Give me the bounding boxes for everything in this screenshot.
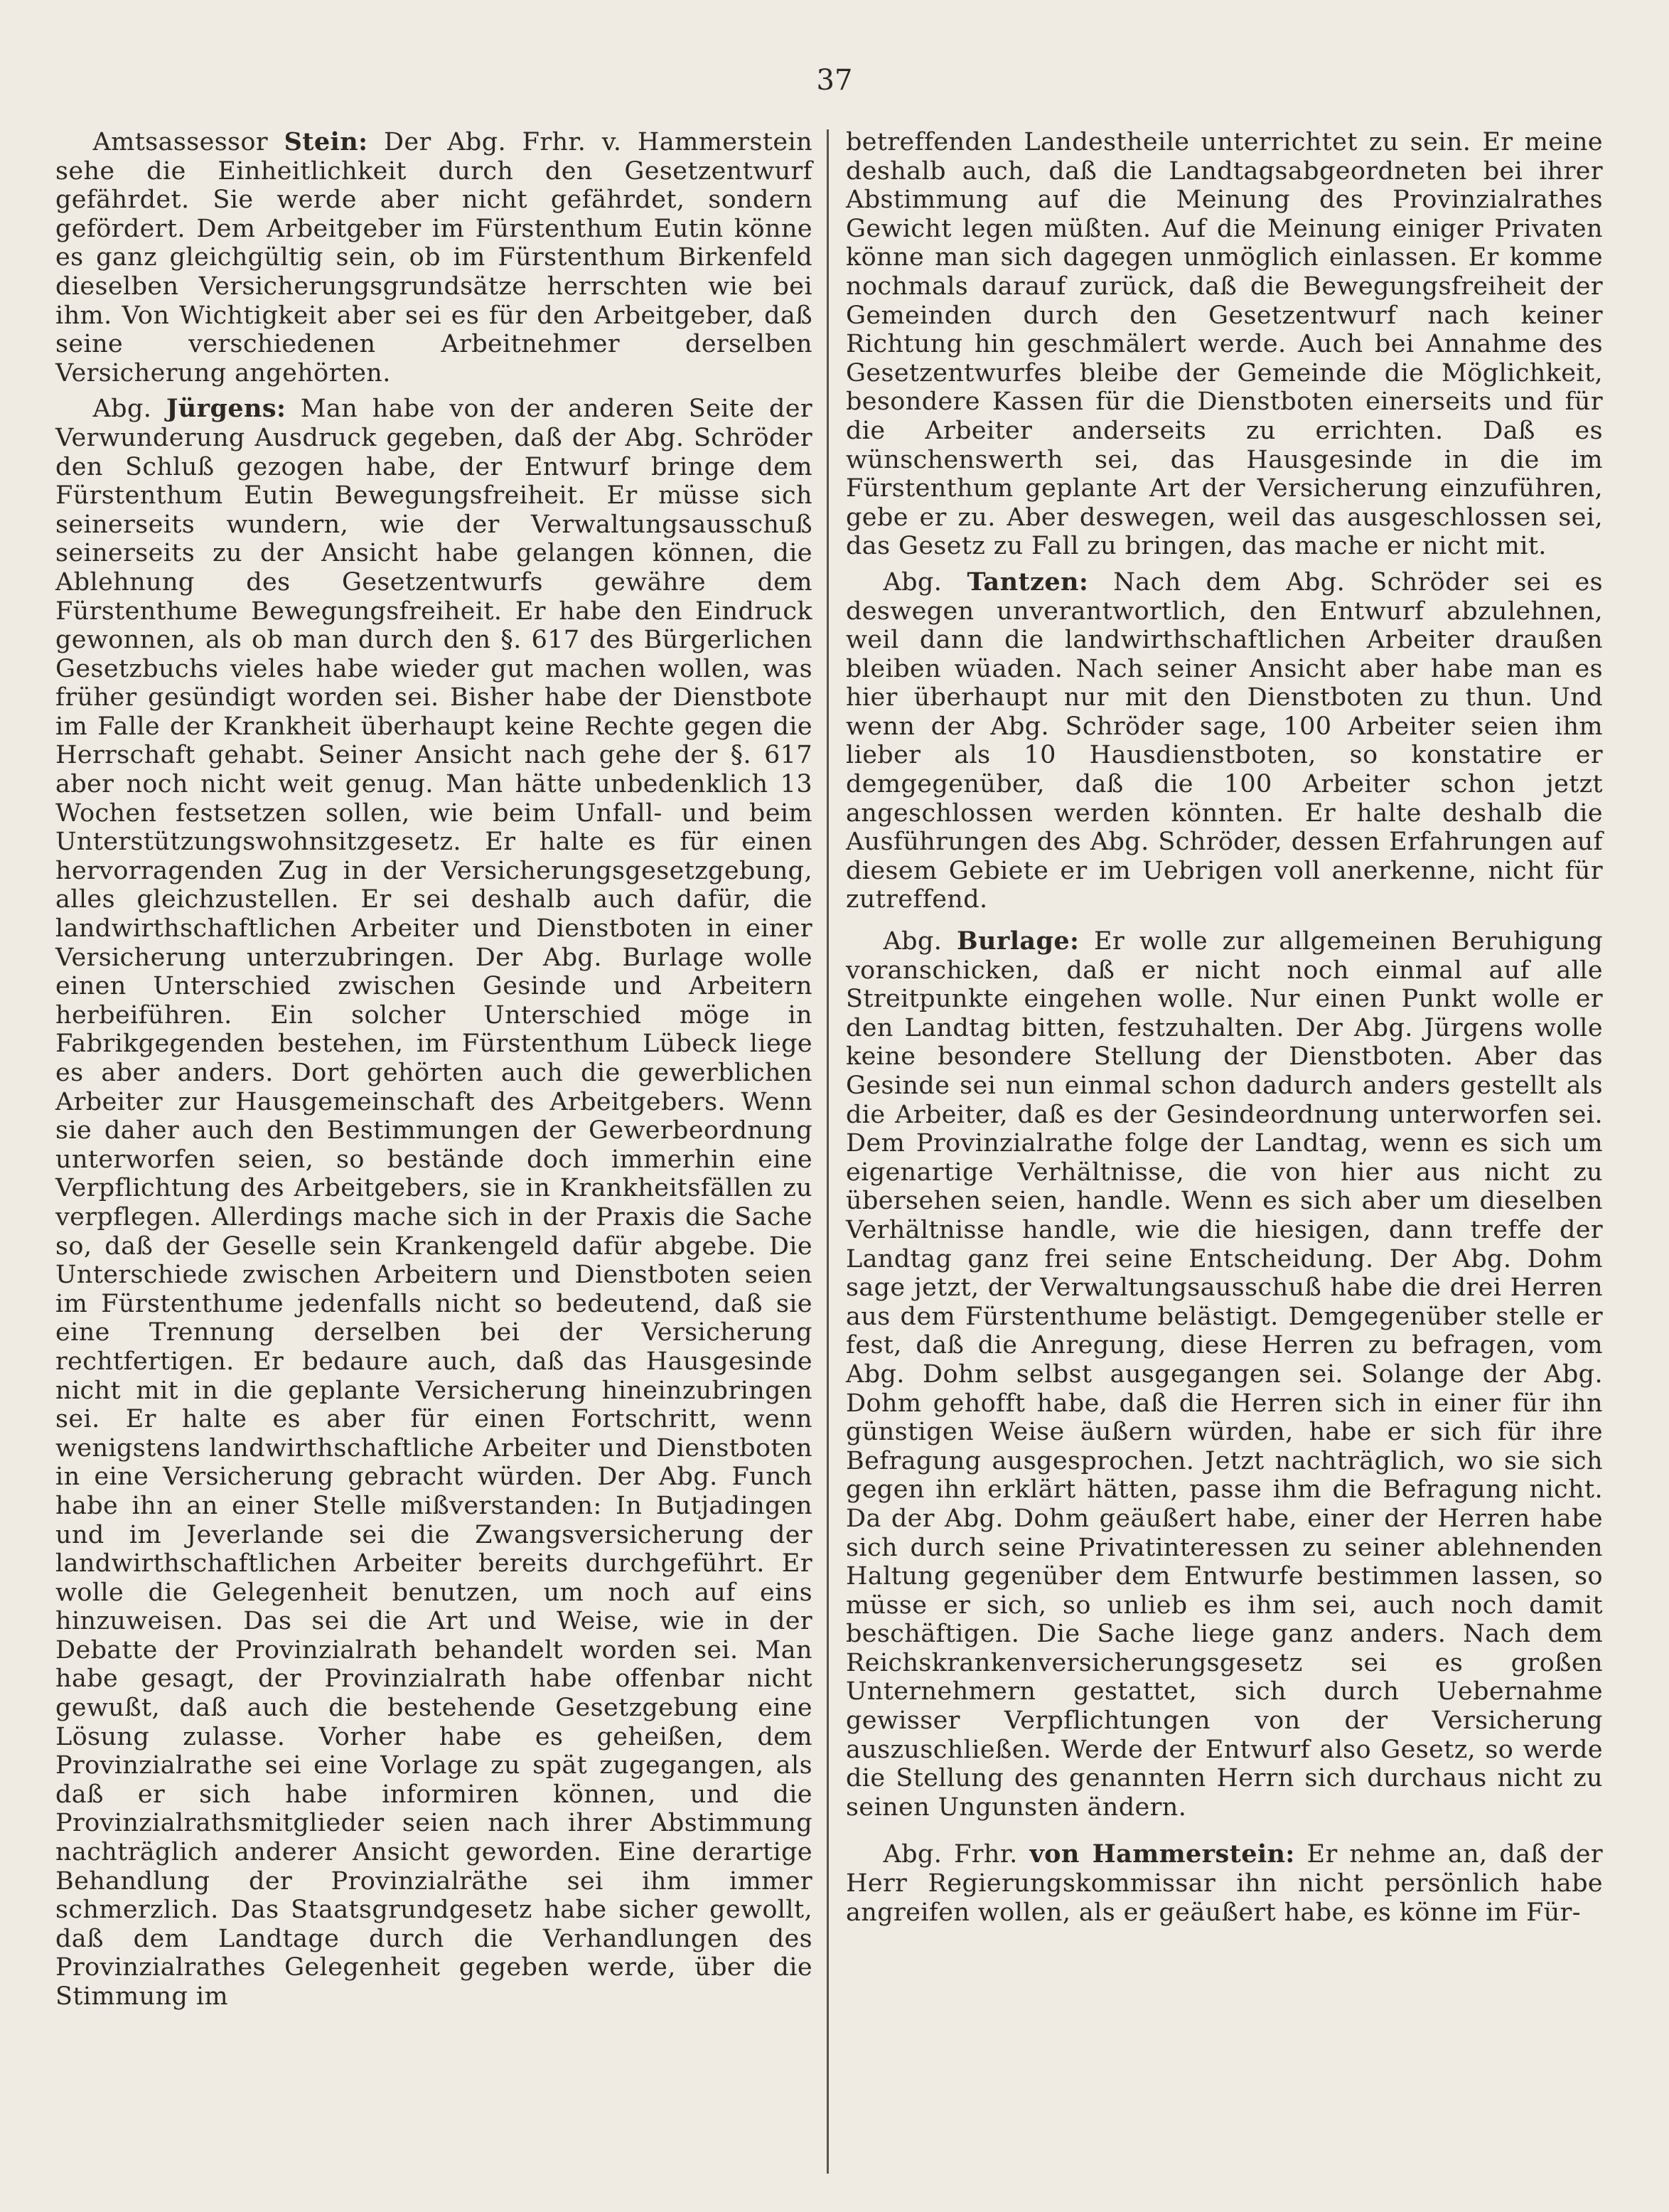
right-column <box>846 128 1603 1927</box>
speech-text: Der Abg. Frhr. v. Hammerstein sehe die Einheitlichkeit durch den Gesetzentwurf gefährdet. Sie werde aber nicht gefährdet, sondern gefördert. Dem Arbeitgeber im Fürstenthum Eutin könne es ganz gleichgültig sein, ob im Fürstenthum Birkenfeld dieselben Versicherungsgrundsätze herrschten wie bei ihm. Von Wichtigkeit aber sei es für den Arbeitgeber, daß seine verschiedenen Arbeitnehmer derselben Versicherung angehörten. <box>55 128 813 388</box>
speech-text: Nach dem Abg. Schröder sei es deswegen unverantwortlich, den Entwurf abzulehnen, weil dann die landwirthschaftlichen Arbeiter draußen bleiben wüaden. Nach seiner Ansicht aber habe man es hier überhaupt nur mit den Dienstboten zu thun. Und wenn der Abg. Schröder sage, 100 Arbeiter seien ihm lieber als 10 Hausdienstboten, so konstatire er demgegenüber, daß die 100 Arbeiter schon jetzt angeschlossen werden könnten. Er halte deshalb die Ausführungen des Abg. Schröder, dessen Erfahrungen auf diesem Gebiete er im Uebrigen voll anerkenne, nicht für zutreffend. <box>846 567 1603 914</box>
speaker-title: Amtsassessor <box>92 128 284 156</box>
speech-hammerstein <box>846 1840 1603 1927</box>
speaker-title: Abg. <box>92 395 166 424</box>
left-column <box>55 128 812 2011</box>
speech-tantzen <box>846 568 1603 914</box>
speaker-name: von Hammerstein: <box>1029 1839 1295 1869</box>
speech-juergens <box>55 395 812 2011</box>
speech-text: Man habe von der anderen Seite der Verwunderung Ausdruck gegeben, daß der Abg. Schröder den Schluß gezogen habe, der Entwurf bringe dem Fürstenthum Eutin Bewegungsfreiheit. Er müsse sich seinerseits wundern, wie der Verwaltungsausschuß seinerseits zu der Ansicht habe gelangen können, die Ablehnung des Gesetzentwurfs gewähre dem Fürstenthume Bewegungsfreiheit. Er habe den Eindruck gewonnen, als ob man durch den §. 617 des Bürgerlichen Gesetzbuchs vieles habe wieder gut machen wollen, was früher gesündigt worden sei. Bisher habe der Dienstbote im Falle der Krankheit überhaupt keine Rechte gegen die Herrschaft gehabt. Seiner Ansicht nach gehe der §. 617 aber noch nicht weit genug. Man hätte unbedenklich 13 Wochen festsetzen sollen, wie beim Unfall- und beim Unterstützungswohnsitzgesetz. Er halte es für einen hervorragenden Zug in der Versicherungsgesetzgebung, alles gleichzustellen. Er sei deshalb auch dafür, die landwirthschaftlichen Arbeiter und Dienstboten in einer Versicherung unterzubringen. Der Abg. Burlage wolle einen Unterschied zwischen Gesinde und Arbeitern herbeiführen. Ein solcher Unterschied möge in Fabrikgegenden bestehen, im Fürstenthum Lübeck liege es aber anders. Dort gehörten auch die gewerblichen Arbeiter zur Hausgemeinschaft des Arbeitgebers. Wenn sie daher auch den Bestimmungen der Gewerbeordnung unterworfen seien, so bestände doch immerhin eine Verpflichtung des Arbeitgebers, sie in Krankheitsfällen zu verpflegen. Allerdings mache sich in der Praxis die Sache so, daß der Geselle sein Krankengeld dafür abgebe. Die Unterschiede zwischen Arbeitern und Dienstboten seien im Fürstenthume jedenfalls nicht so bedeutend, daß sie eine Trennung derselben bei der Versicherung rechtfertigen. Er bedaure auch, daß das Hausgesinde nicht mit in die geplante Versicherung hineinzubringen sei. Er halte es aber für einen Fortschritt, wenn wenigstens landwirthschaftliche Arbeiter und Dienstboten in eine Versicherung gebracht würden. Der Abg. Funch habe ihn an einer Stelle mißverstanden: In Butjadingen und im Jeverlande sei die Zwangsversicherung der landwirthschaftlichen Arbeiter bereits durchgeführt. Er wolle die Gelegenheit benutzen, um noch auf eins hinzuweisen. Das sei die Art und Weise, wie in der Debatte der Provinzialrath behandelt worden sei. Man habe gesagt, der Provinzialrath habe offenbar nicht gewußt, daß auch die bestehende Gesetzgebung eine Lösung zulasse. Vorher habe es geheißen, dem Provinzialrathe sei eine Vorlage zu spät zugegangen, als daß er sich habe informiren können, und die Provinzialrathsmitglieder seien nach ihrer Abstimmung nachträglich anderer Ansicht geworden. Eine derartige Behandlung der Provinzialräthe sei ihm immer schmerzlich. Das Staatsgrundgesetz habe sicher gewollt, daß dem Landtage durch die Verhandlungen des Provinzialrathes Gelegenheit gegeben werde, über die Stimmung im <box>55 395 812 2011</box>
speaker-name: Burlage: <box>957 926 1080 956</box>
speaker-title: Abg. Frhr. <box>883 1840 1030 1869</box>
speaker-name: Jürgens: <box>166 394 286 424</box>
speaker-title: Abg. <box>883 567 967 597</box>
page-number: 37 <box>816 64 853 97</box>
speech-burlage <box>846 927 1603 1822</box>
speech-text: Er nehme an, daß der Herr Regierungskommissar ihn nicht persönlich habe angreifen wollen, als er geäußert habe, es könne im Für- <box>846 1840 1604 1927</box>
speaker-title: Abg. <box>883 927 957 956</box>
speech-text: betreffenden Landestheile unterrichtet zu sein. Er meine deshalb auch, daß die Landtagsabgeordneten bei ihrer Abstimmung auf die Meinung des Provinzialrathes Gewicht legen müßten. Auf die Meinung einiger Privaten könne man sich dagegen unmöglich einlassen. Er komme nochmals darauf zurück, daß die Bewegungsfreiheit der Gemeinden durch den Gesetzentwurf nach keiner Richtung hin geschmälert werde. Auch bei Annahme des Gesetzentwurfes bleibe der Gemeinde die Möglichkeit, besondere Kassen für die Dienstboten einerseits und für die Arbeiter anderseits zu errichten. Daß es wünschenswerth sei, das Hausgesinde in die im Fürstenthum geplante Art der Versicherung einzuführen, gebe er zu. Aber deswegen, weil das ausgeschlossen sei, das Gesetz zu Fall zu bringen, das mache er nicht mit. <box>846 128 1603 561</box>
speaker-name: Tantzen: <box>967 567 1089 597</box>
speech-stein <box>55 128 812 388</box>
column-divider <box>827 129 829 2174</box>
speech-text: Er wolle zur allgemeinen Beruhigung voranschicken, daß er nicht noch einmal auf alle Streitpunkte eingehen wolle. Nur einen Punkt wolle er den Landtag bitten, festzuhalten. Der Abg. Jürgens wolle keine besondere Stellung der Dienstboten. Aber das Gesinde sei nun einmal schon dadurch anders gestellt als die Arbeiter, daß es der Gesindeordnung unterworfen sei. Dem Provinzialrathe folge der Landtag, wenn es sich um eigenartige Verhältnisse, die von hier aus nicht zu übersehen seien, handle. Wenn es sich aber um dieselben Verhältnisse handle, wie die hiesigen, dann treffe der Landtag ganz frei seine Entscheidung. Der Abg. Dohm sage jetzt, der Verwaltungsausschuß habe die drei Herren aus dem Fürstenthume belästigt. Demgegenüber stelle er fest, daß die Anregung, diese Herren zu befragen, vom Abg. Dohm selbst ausgegangen sei. Solange der Abg. Dohm gehofft habe, daß die Herren sich in einer für ihn günstigen Weise äußern würden, habe er sich für ihre Befragung ausgesprochen. Jetzt nachträglich, wo sie sich gegen ihn erklärt hätten, passe ihm die Befragung nicht. Da der Abg. Dohm geäußert habe, einer der Herren habe sich durch seine Privatinteressen zu seiner ablehnenden Haltung gegenüber dem Entwurfe bestimmen lassen, so müsse er sich, so unlieb es ihm sei, auch noch damit beschäftigen. Die Sache liege ganz anders. Nach dem Reichskrankenversicherungsgesetz sei es großen Unternehmern gestattet, sich durch Uebernahme gewisser Verpflichtungen von der Versicherung auszuschließen. Werde der Entwurf also Gesetz, so werde die Stellung des genannten Herrn sich durchaus nicht zu seinen Ungunsten ändern. <box>846 927 1604 1822</box>
speech-juergens-continued <box>846 128 1603 561</box>
speaker-name: Stein: <box>284 127 368 156</box>
